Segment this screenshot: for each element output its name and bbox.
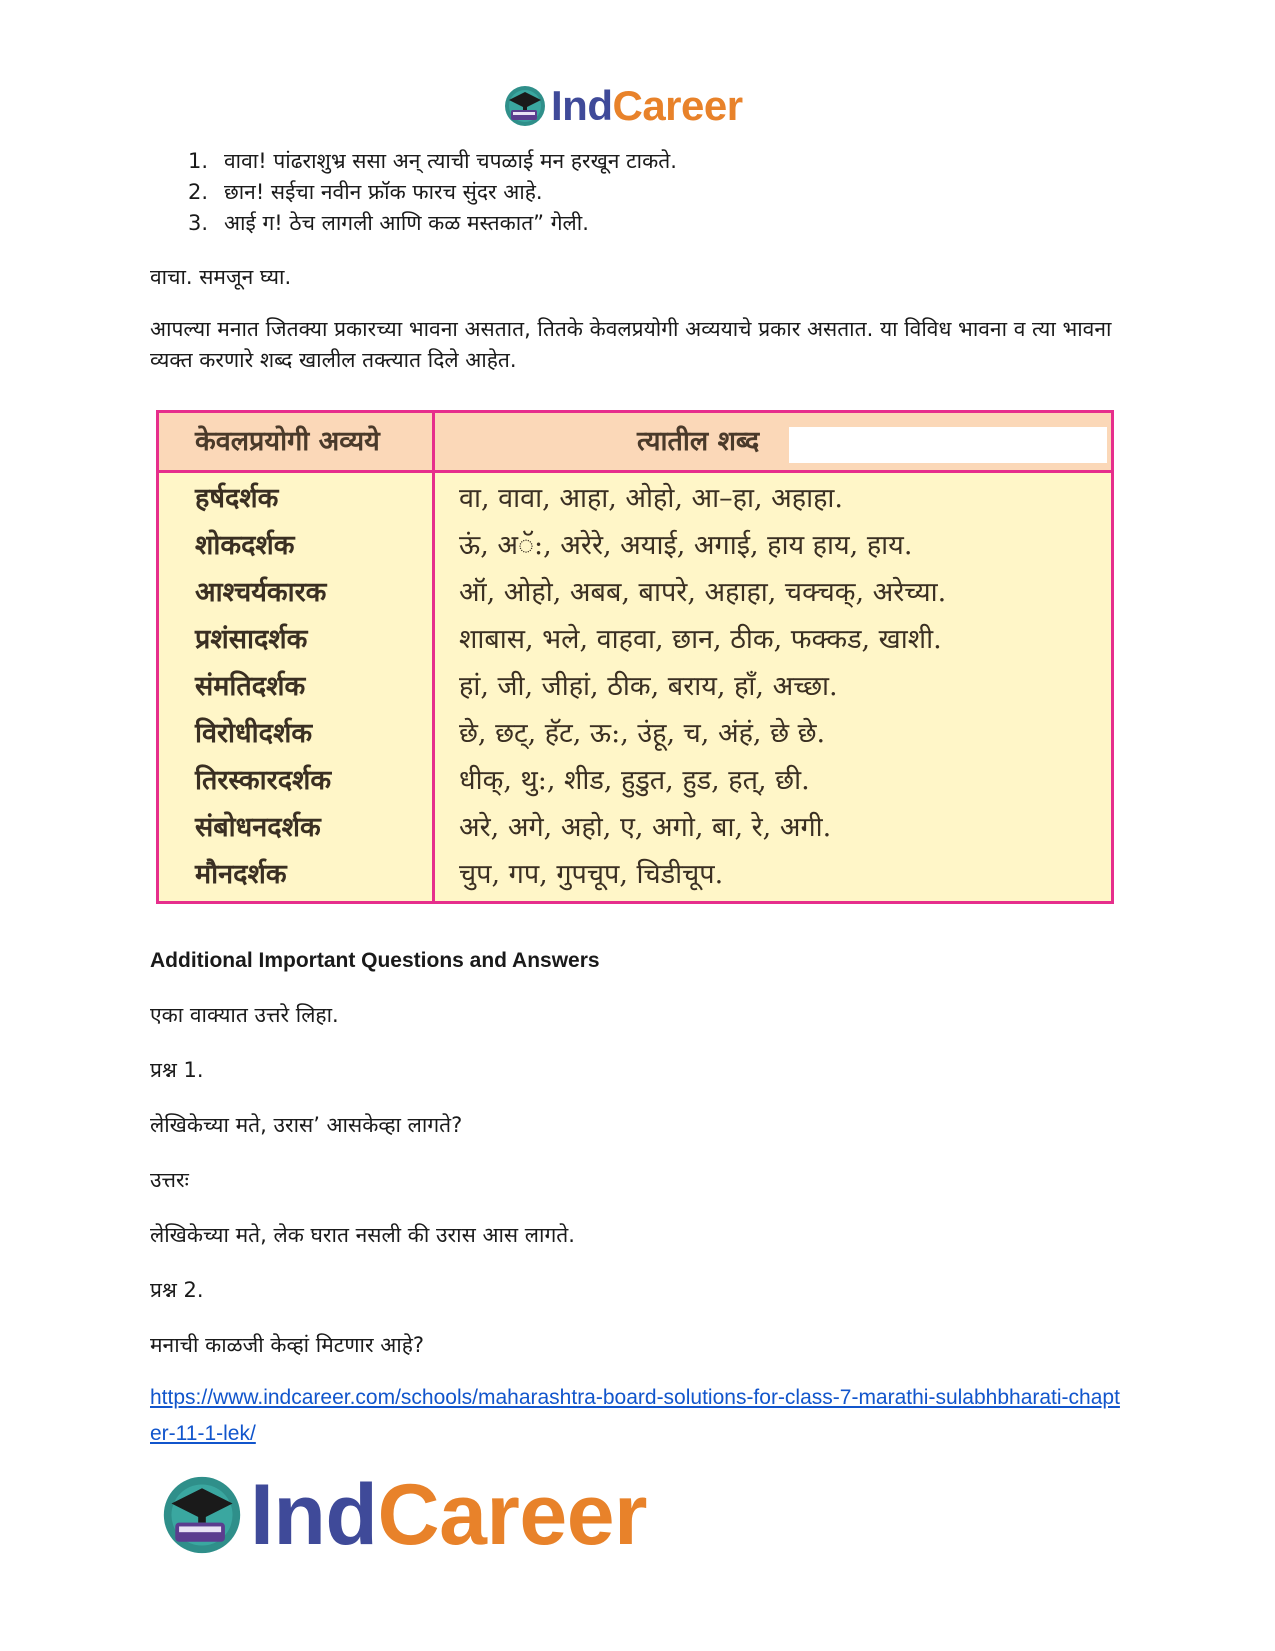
- row-words: छे, छट्, हॅट, ऊ:, उंहू, च, अंहं, छे छे.: [459, 718, 826, 749]
- source-link[interactable]: https://www.indcareer.com/schools/maharashtra-board-solutions-for-class-7-marathi-sulabhbharati-chapter-11-1-lek/: [150, 1386, 1120, 1445]
- table-row: [159, 522, 1111, 569]
- row-type: प्रशंसादर्शक: [195, 624, 308, 655]
- table-row: [159, 616, 1111, 663]
- intro-paragraph: आपल्या मनात जितक्या प्रकारच्या भावना असतात, तितके केवलप्रयोगी अव्ययाचे प्रकार असतात. या विविध भावना व त्या भावना व्यक्त करणारे शब्द खालील तक्त्यात दिले आहेत.: [150, 317, 1112, 372]
- row-words: शाबास, भले, वाहवा, छान, ठीक, फक्कड, खाशी.: [459, 624, 942, 655]
- graduation-cap-book-icon: [503, 84, 547, 128]
- row-words: अरे, अगे, अहो, ए, अगो, बा, रे, अगी.: [459, 812, 832, 843]
- indcareer-logo-bottom: [160, 1465, 647, 1565]
- row-type: संमतिदर्शक: [195, 671, 306, 702]
- section-heading: Additional Important Questions and Answers: [150, 949, 600, 972]
- row-words: चुप, गप, गुपचूप, चिडीचूप.: [459, 859, 724, 890]
- table-row: [159, 710, 1111, 757]
- example-list: [188, 146, 677, 239]
- read-prompt: वाचा. समजून घ्या.: [150, 265, 292, 289]
- logo-wordmark: IndCareer: [250, 1466, 647, 1563]
- table-row: [159, 804, 1111, 851]
- list-item: 1. वावा! पांढराशुभ्र ससा अन् त्याची चपळाई मन हरखून टाकते.: [188, 149, 677, 173]
- graduation-cap-book-icon: [160, 1473, 244, 1557]
- table-row: [159, 851, 1111, 898]
- question-1-text: लेखिकेच्या मते, उरास’ आसकेव्हा लागते?: [150, 1113, 463, 1137]
- row-type: आश्चर्यकारक: [195, 577, 327, 608]
- row-words: ऑ, ओहो, अबब, बापरे, अहाहा, चक्चक्, अरेच्या.: [459, 577, 947, 608]
- row-words: वा, वावा, आहा, ओहो, आ–हा, अहाहा.: [459, 483, 844, 514]
- answer-label: उत्तरः: [150, 1168, 189, 1192]
- list-item: 3. आई ग! ठेच लागली आणि कळ मस्तकात” गेली.: [188, 211, 589, 235]
- row-words: ऊं, अॅ:, अरेरे, अयाई, अगाई, हाय हाय, हाय.: [459, 530, 913, 561]
- list-item: 2. छान! सईचा नवीन फ्रॉक फारच सुंदर आहे.: [188, 180, 543, 204]
- row-type: विरोधीदर्शक: [195, 718, 313, 749]
- question-2-text: मनाची काळजी केव्हां मिटणार आहे?: [150, 1333, 425, 1357]
- row-type: मौनदर्शक: [195, 859, 287, 890]
- question-1-label: प्रश्न 1.: [150, 1058, 204, 1082]
- row-words: धीक्, थु:, शीड, हुडुत, हुड, हत्, छी.: [459, 765, 810, 796]
- question-2-label: प्रश्न 2.: [150, 1278, 204, 1302]
- table-header: [159, 413, 1111, 473]
- row-type: संबोधनदर्शक: [195, 812, 321, 843]
- table-row: [159, 569, 1111, 616]
- table-row: [159, 475, 1111, 522]
- header-blank-box: [789, 427, 1107, 463]
- instruction-text: एका वाक्यात उत्तरे लिहा.: [150, 1003, 339, 1027]
- row-type: हर्षदर्शक: [195, 483, 279, 514]
- row-words: हां, जी, जीहां, ठीक, बराय, हाँ, अच्छा.: [459, 671, 838, 702]
- table-row: [159, 757, 1111, 804]
- table-row: [159, 663, 1111, 710]
- row-type: शोकदर्शक: [195, 530, 295, 561]
- logo-wordmark: IndCareer: [551, 82, 743, 129]
- answer-1-text: लेखिकेच्या मते, लेक घरात नसली की उरास आस लागते.: [150, 1223, 575, 1247]
- indcareer-logo-top: [503, 78, 743, 134]
- row-type: तिरस्कारदर्शक: [195, 765, 332, 796]
- table-header-words: त्यातील शब्द: [637, 426, 760, 457]
- table-header-type: केवलप्रयोगी अव्यये: [195, 426, 380, 457]
- interjection-table: [156, 410, 1114, 904]
